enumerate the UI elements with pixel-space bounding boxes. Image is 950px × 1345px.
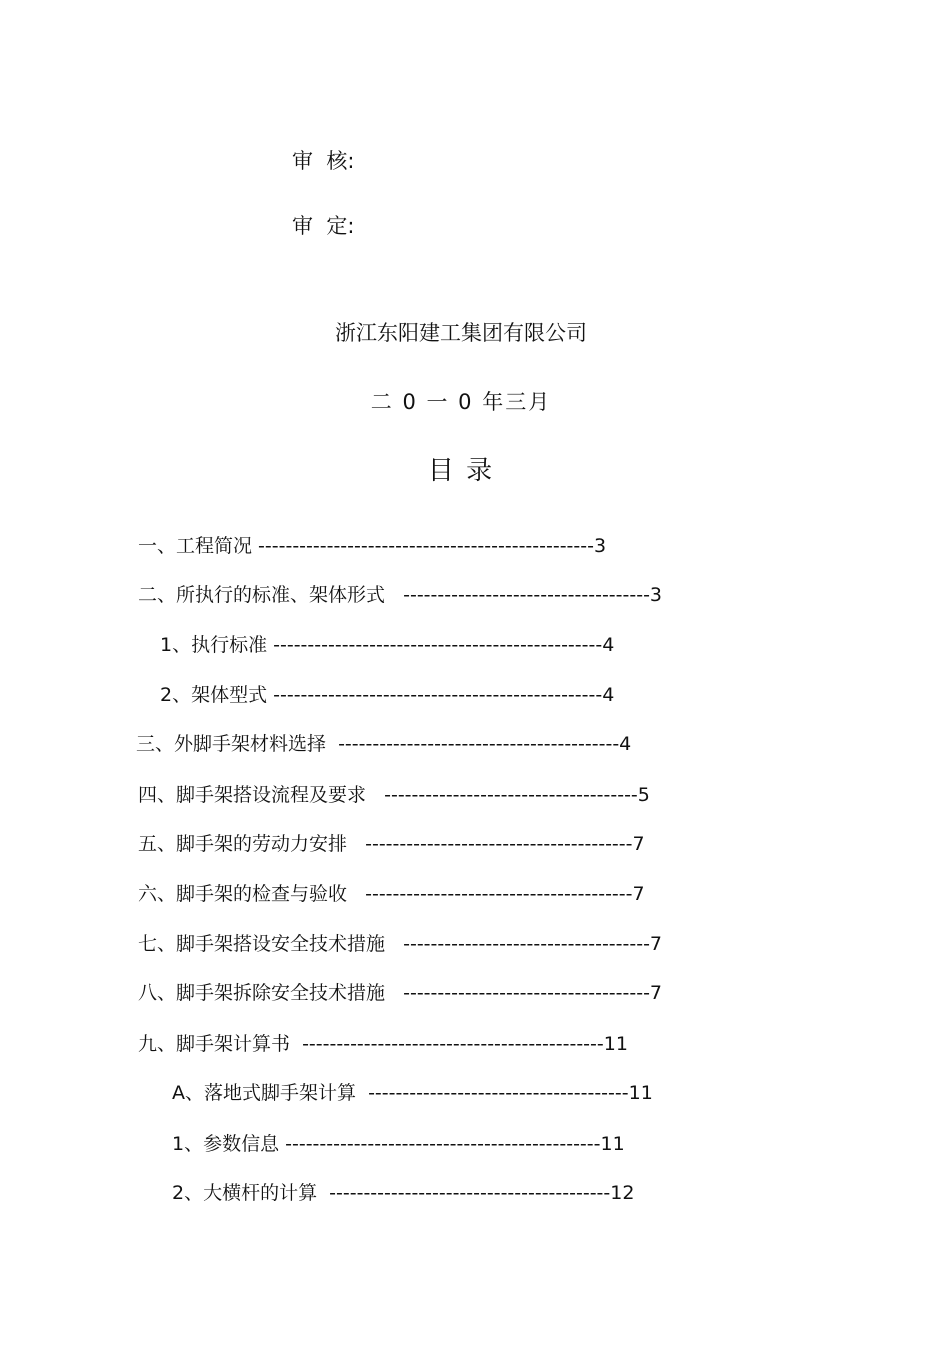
toc-entry[interactable]: 四、脚手架搭设流程及要求 -------------------------------------5 [138, 784, 650, 806]
toc-entry[interactable]: 2、大横杆的计算 -----------------------------------------12 [172, 1182, 635, 1204]
toc-entry[interactable]: 八、脚手架拆除安全技术措施 ------------------------------------7 [138, 982, 663, 1004]
toc-title: 目 录 [427, 456, 495, 486]
toc-entry[interactable]: 九、脚手架计算书 --------------------------------------------11 [138, 1033, 628, 1055]
toc-entry[interactable]: 一、工程简况 -------------------------------------------------3 [138, 535, 607, 557]
toc-entry[interactable]: 二、所执行的标准、架体形式 ------------------------------------3 [138, 584, 663, 606]
approve-signoff-label: 审 定: [292, 214, 355, 238]
review-signoff-label: 审 核: [292, 149, 355, 173]
toc-entry[interactable]: 六、脚手架的检查与验收 ---------------------------------------7 [138, 883, 645, 905]
toc-entry[interactable]: 2、架体型式 ------------------------------------------------4 [160, 684, 615, 706]
toc-entry[interactable]: 七、脚手架搭设安全技术措施 ------------------------------------7 [138, 933, 663, 955]
document-date: 二 0 一 0 年三月 [370, 390, 552, 414]
company-name: 浙江东阳建工集团有限公司 [335, 321, 587, 345]
toc-entry[interactable]: 三、外脚手架材料选择 -----------------------------------------4 [136, 733, 632, 755]
toc-entry[interactable]: 五、脚手架的劳动力安排 ---------------------------------------7 [138, 833, 645, 855]
toc-entry[interactable]: 1、执行标准 ------------------------------------------------4 [160, 634, 615, 656]
toc-entry[interactable]: A、落地式脚手架计算 --------------------------------------11 [172, 1082, 653, 1104]
toc-entry[interactable]: 1、参数信息 ----------------------------------------------11 [172, 1133, 625, 1155]
